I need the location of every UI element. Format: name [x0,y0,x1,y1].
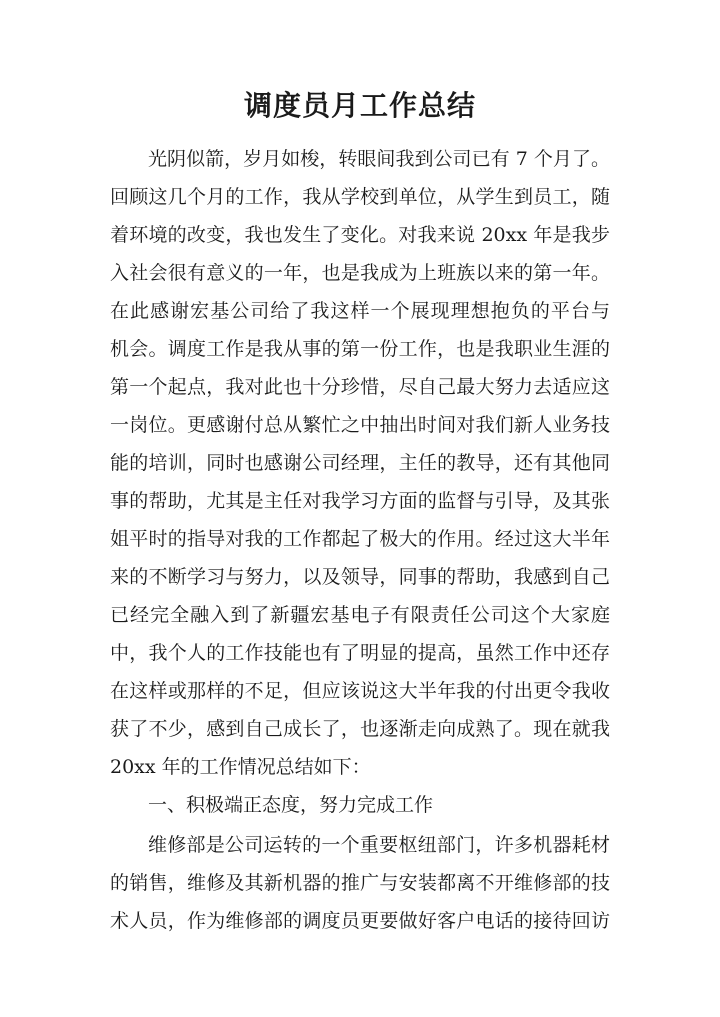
document-title: 调度员月工作总结 [243,89,476,122]
paragraph-line: 中，我个人的工作技能也有了明显的提高，虽然工作中还存 [110,642,610,664]
paragraph-line: 术人员，作为维修部的调度员更要做好客户电话的接待回访 [110,910,610,932]
paragraph-line: 的销售，维修及其新机器的推广与安装都离不开维修部的技 [110,872,610,894]
paragraph-line: 20xx 年的工作情况总结如下： [110,756,371,778]
paragraph-line: 第一个起点，我对此也十分珍惜，尽自己最大努力去适应这 [110,376,610,398]
paragraph-line: 事的帮助，尤其是主任对我学习方面的监督与引导，及其张 [110,490,610,512]
paragraph-line: 在这样或那样的不足，但应该说这大半年我的付出更令我收 [110,680,610,702]
paragraph-line: 着环境的改变，我也发生了变化。对我来说 20xx 年是我步 [110,224,610,246]
paragraph-line: 已经完全融入到了新疆宏基电子有限责任公司这个大家庭 [110,604,610,626]
paragraph-line: 能的培训，同时也感谢公司经理，主任的教导，还有其他同 [110,452,610,474]
paragraph-line: 光阴似箭，岁月如梭，转眼间我到公司已有 7 个月了。 [148,148,610,170]
paragraph-line: 一岗位。更感谢付总从繁忙之中抽出时间对我们新人业务技 [110,414,610,436]
paragraph-line: 在此感谢宏基公司给了我这样一个展现理想抱负的平台与 [110,300,610,322]
paragraph-line: 机会。调度工作是我从事的第一份工作，也是我职业生涯的 [110,338,610,360]
paragraph-line: 来的不断学习与努力，以及领导，同事的帮助，我感到自己 [110,566,610,588]
paragraph-line: 入社会很有意义的一年，也是我成为上班族以来的第一年。 [110,262,610,284]
paragraph-line: 姐平时的指导对我的工作都起了极大的作用。经过这大半年 [110,528,610,550]
paragraph-line: 回顾这几个月的工作，我从学校到单位，从学生到员工，随 [110,186,610,208]
section-heading: 一、积极端正态度，努力完成工作 [148,794,434,816]
paragraph-line: 维修部是公司运转的一个重要枢纽部门，许多机器耗材 [148,834,610,856]
paragraph-line: 获了不少，感到自己成长了，也逐渐走向成熟了。现在就我 [110,718,610,740]
